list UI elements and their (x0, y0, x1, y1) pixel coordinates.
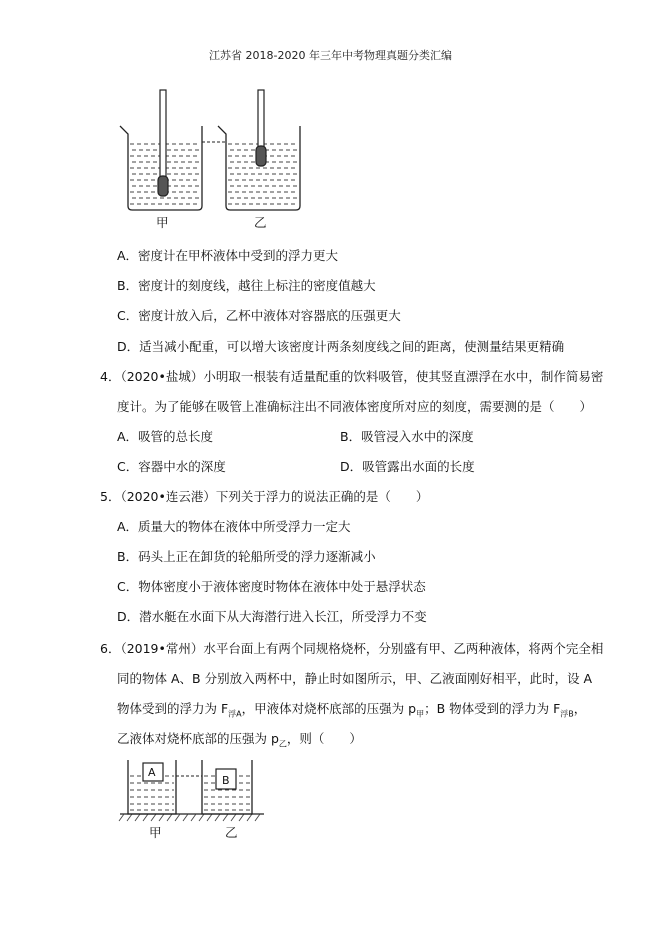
q6-sub-fa: 浮A (228, 709, 242, 719)
q6-stem-line1: 6．（2019•常州）水平台面上有两个同规格烧杯，分别盛有甲、乙两种液体，将两个完全相 (100, 641, 604, 656)
q6-line3-part-b: ，甲液体对烧杯底部的压强为 p (241, 701, 417, 716)
q6-line3-part-c: ；B 物体受到的浮力为 F (424, 701, 561, 716)
q6-line3-part-a: 物体受到的浮力为 F (117, 701, 229, 716)
hydrometer-figure (110, 88, 310, 238)
q4-option-d: D．吸管露出水面的长度 (340, 459, 475, 474)
q4-stem-line1: 4．（2020•盐城）小明取一根装有适量配重的饮料吸管，使其竖直漂浮在水中，制作简易密 (100, 369, 604, 384)
q4-option-c: C．容器中水的深度 (117, 459, 226, 474)
block-a-label: A (148, 766, 156, 779)
q3-option-d: D．适当减小配重，可以增大该密度计两条刻度线之间的距离，使测量结果更精确 (117, 339, 565, 354)
q6-sub-fb: 浮B (560, 709, 574, 719)
q5-option-c: C．物体密度小于液体密度时物体在液体中处于悬浮状态 (117, 579, 426, 594)
q6-sub-pyi: 乙 (278, 739, 287, 749)
q4-stem-line2: 度计。为了能够在吸管上准确标注出不同液体密度所对应的刻度，需要测的是（ ） (117, 399, 593, 414)
fig1-label-left: 甲 (156, 215, 169, 230)
q5-stem: 5．（2020•连云港）下列关于浮力的说法正确的是（ ） (100, 489, 429, 504)
q6-line3-part-d: ， (573, 701, 587, 716)
q6-line4-part-a: 乙液体对烧杯底部的压强为 p (117, 731, 279, 746)
fig2-label-right: 乙 (225, 825, 238, 840)
blocks-figure (118, 756, 268, 826)
fig2-label-left: 甲 (149, 825, 162, 840)
page-header: 江苏省 2018-2020 年三年中考物理真题分类汇编 (209, 49, 452, 62)
q5-option-b: B．码头上正在卸货的轮船所受的浮力逐渐减小 (117, 549, 376, 564)
block-b-label: B (222, 774, 230, 787)
fig1-label-right: 乙 (254, 215, 267, 230)
q3-option-c: C．密度计放入后，乙杯中液体对容器底的压强更大 (117, 308, 401, 323)
q5-option-a: A．质量大的物体在液体中所受浮力一定大 (117, 519, 351, 534)
q6-stem-line3 (117, 700, 586, 724)
q4-option-a: A．吸管的总长度 (117, 429, 214, 444)
q6-sub-pjia: 甲 (416, 709, 425, 719)
q6-stem-line2: 同的物体 A、B 分别放入两杯中，静止时如图所示，甲、乙液面刚好相平，此时，设 A (117, 671, 593, 686)
q6-line4-part-b: ，则（ ） (286, 731, 362, 746)
q3-option-a: A．密度计在甲杯液体中受到的浮力更大 (117, 248, 339, 263)
q3-option-b: B．密度计的刻度线，越往上标注的密度值越大 (117, 278, 376, 293)
q6-stem-line4 (117, 730, 362, 754)
q5-option-d: D．潜水艇在水面下从大海潜行进入长江，所受浮力不变 (117, 609, 427, 624)
q4-option-b: B．吸管浸入水中的深度 (340, 429, 474, 444)
